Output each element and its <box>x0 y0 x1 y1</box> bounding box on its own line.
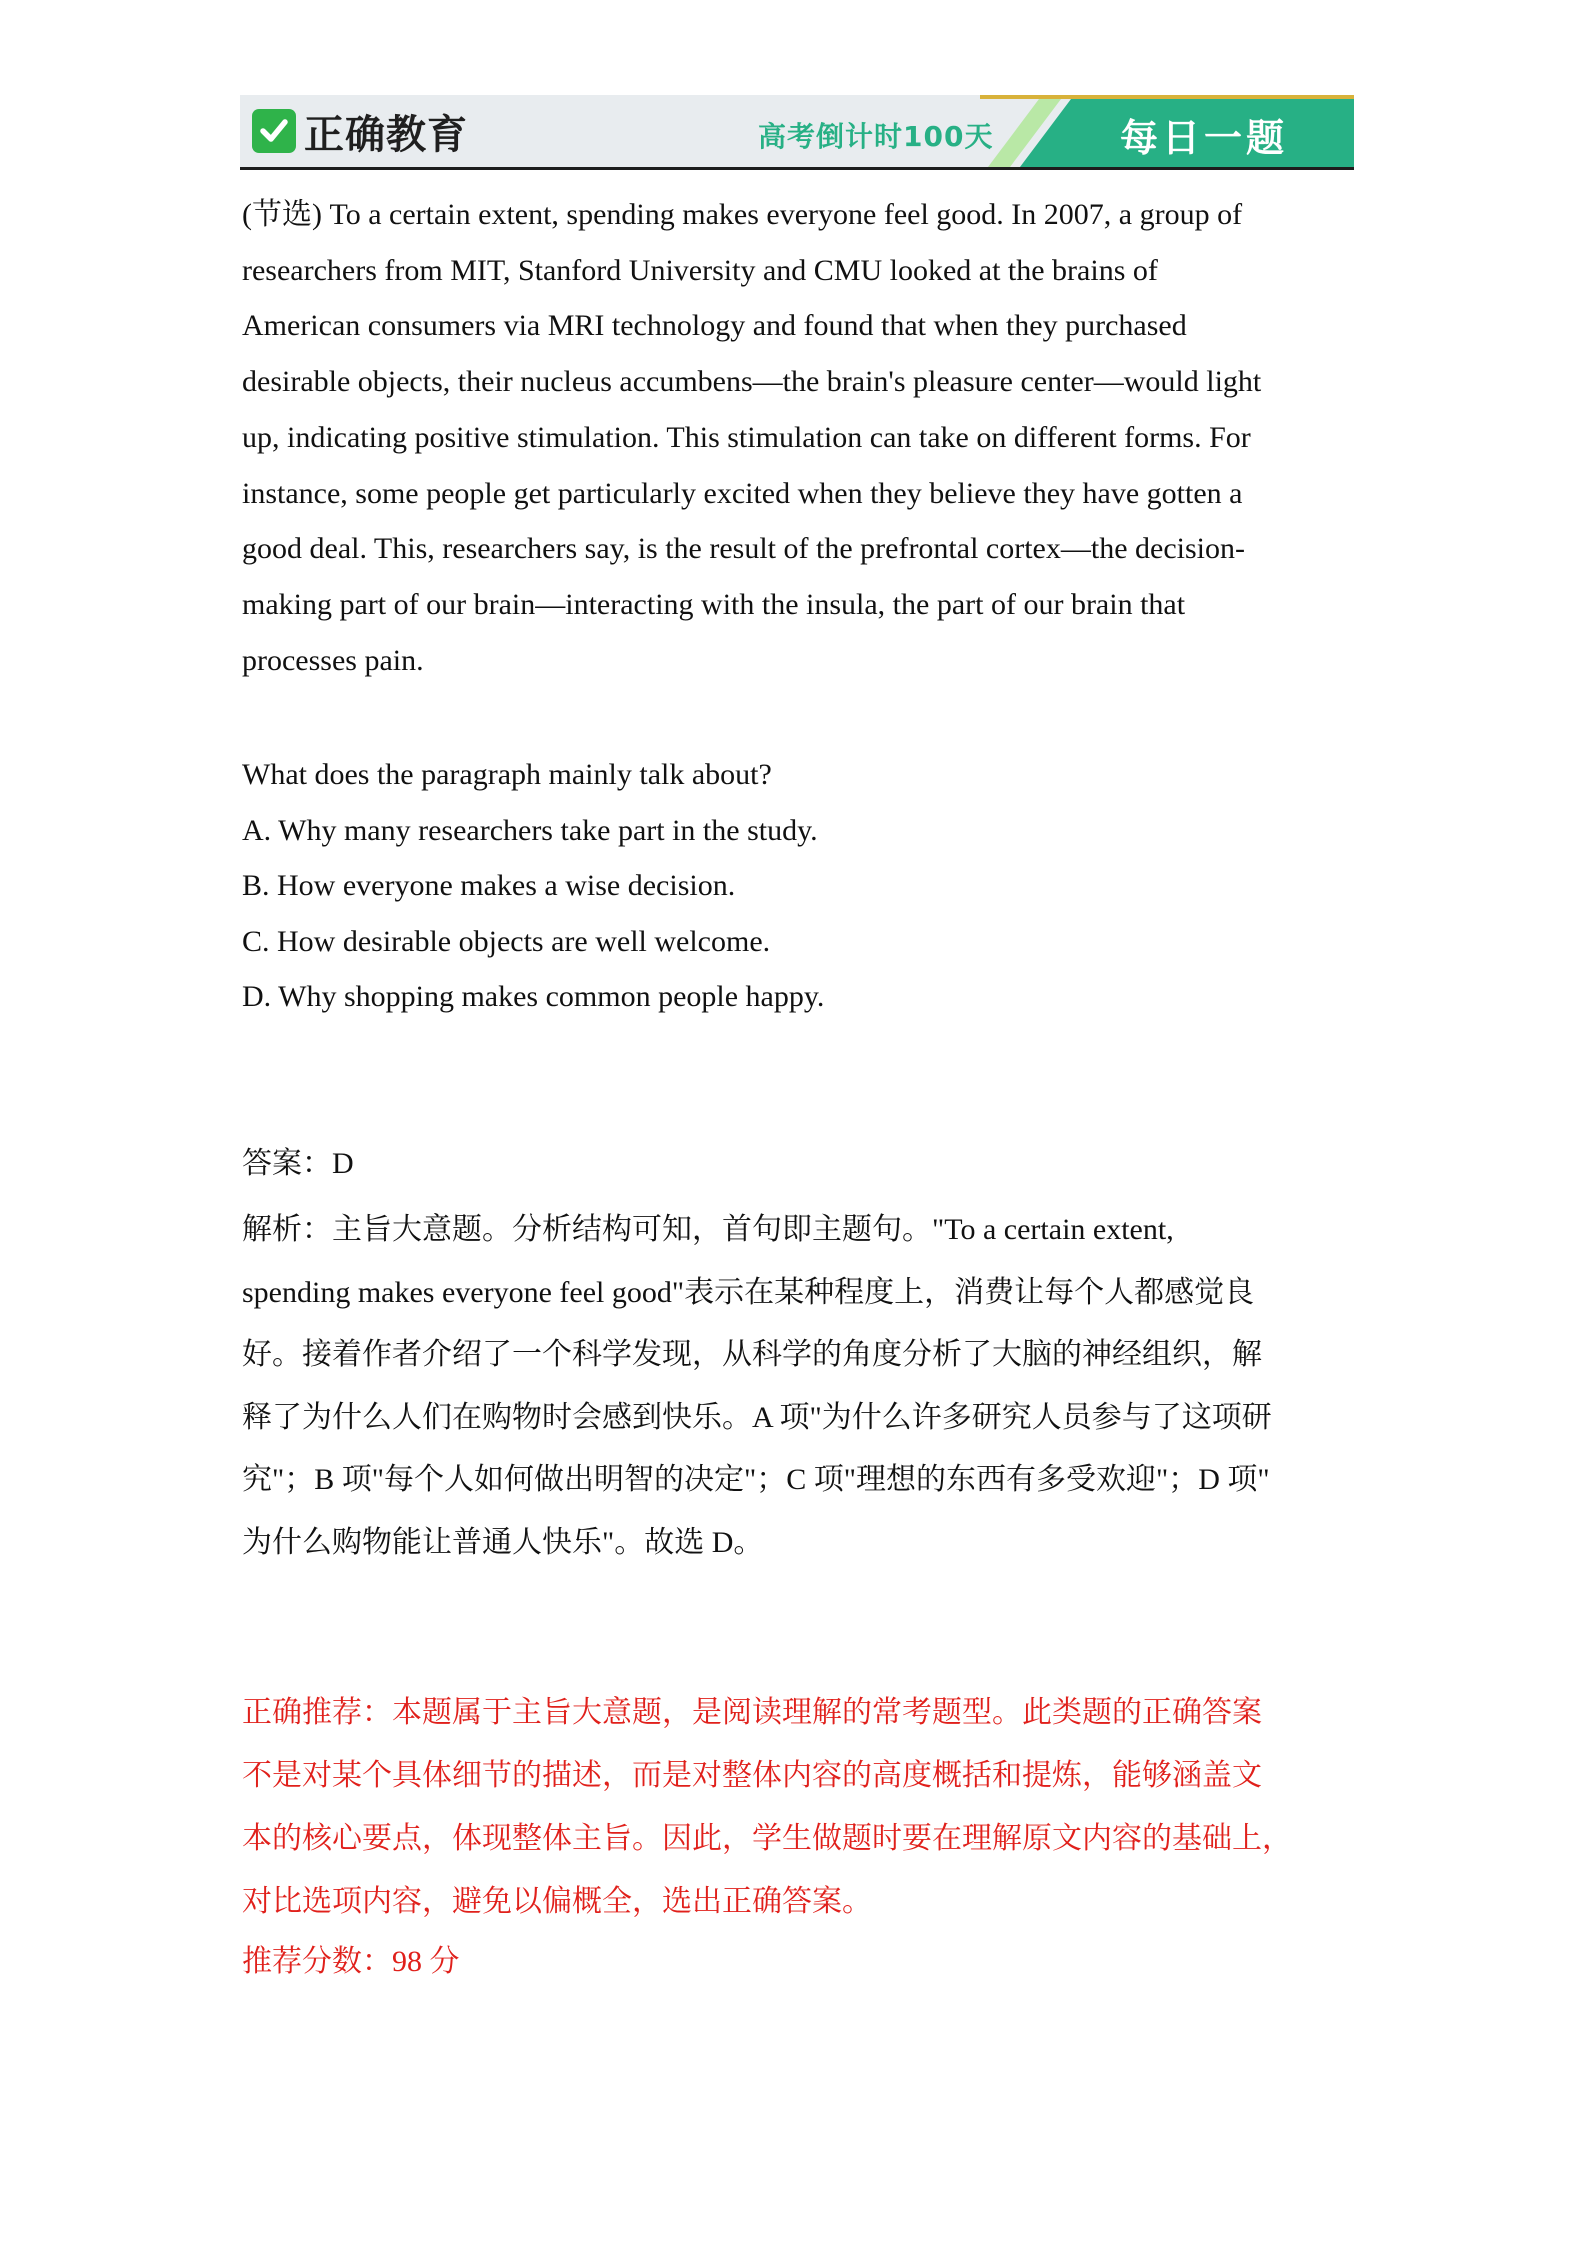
passage-line: desirable objects, their nucleus accumbens—the brain's pleasure center—would light <box>242 365 1262 399</box>
question-block <box>242 747 1362 1025</box>
recommendation-line: 正确推荐：本题属于主旨大意题，是阅读理解的常考题型。此类题的正确答案 <box>242 1696 1262 1729</box>
passage-line: making part of our brain—interacting with the insula, the part of our brain that <box>242 587 1186 621</box>
countdown-label: 高考倒计时100天 <box>758 120 994 153</box>
passage-line: good deal. This, researchers say, is the result of the prefrontal cortex—the decision- <box>242 532 1245 566</box>
analysis-line: spending makes everyone feel good"表示在某种程度上，消费让每个人都感觉良 <box>242 1275 1255 1309</box>
question-stem: What does the paragraph mainly talk about? <box>242 758 772 791</box>
analysis-line: 究"；B 项"每个人如何做出明智的决定"；C 项"理想的东西有多受欢迎"；D 项" <box>242 1463 1270 1496</box>
answer-text: 答案：D <box>242 1147 354 1180</box>
recommendation-line: 不是对某个具体细节的描述，而是对整体内容的高度概括和提炼，能够涵盖文 <box>242 1759 1262 1792</box>
analysis-line: 为什么购物能让普通人快乐"。故选 D。 <box>242 1525 764 1559</box>
reading-passage <box>242 187 1362 688</box>
brand-name: 正确教育 <box>304 111 468 158</box>
option-c: C. How desirable objects are well welcome. <box>242 924 771 958</box>
option-b: B. How everyone makes a wise decision. <box>242 869 736 903</box>
passage-line: American consumers via MRI technology and found that when they purchased <box>242 309 1187 343</box>
recommendation-score: 推荐分数：98 分 <box>242 1945 460 1978</box>
recommendation-text <box>242 1681 1382 1933</box>
header-banner <box>240 95 1354 167</box>
header-divider <box>240 167 1354 170</box>
daily-question-label: 每日一题 <box>1120 116 1289 160</box>
passage-line: researchers from MIT, Stanford University and CMU looked at the brains of <box>242 253 1158 287</box>
passage-line: (节选) To a certain extent, spending makes everyone feel good. In 2007, a group of <box>242 198 1243 231</box>
passage-line: instance, some people get particularly excited when they believe they have gotten a <box>242 476 1243 510</box>
passage-line: processes pain. <box>242 643 424 677</box>
brand-logo <box>252 105 468 157</box>
recommendation-line: 本的核心要点，体现整体主旨。因此，学生做题时要在理解原文内容的基础上， <box>242 1822 1292 1855</box>
analysis-line: 释了为什么人们在购物时会感到快乐。A 项"为什么许多研究人员参与了这项研 <box>242 1400 1272 1434</box>
analysis-line: 解析：主旨大意题。分析结构可知，首句即主题句。"To a certain extent, <box>242 1213 1174 1246</box>
checkmark-icon <box>252 109 296 153</box>
option-d: D. Why shopping makes common people happy. <box>242 980 825 1014</box>
analysis-line: 好。接着作者介绍了一个科学发现，从科学的角度分析了大脑的神经组织，解 <box>242 1338 1262 1371</box>
option-a: A. Why many researchers take part in the study. <box>242 813 818 847</box>
passage-line: up, indicating positive stimulation. This stimulation can take on different forms. For <box>242 420 1251 454</box>
analysis-text <box>242 1199 1352 1574</box>
recommendation-line: 对比选项内容，避免以偏概全，选出正确答案。 <box>242 1885 872 1918</box>
